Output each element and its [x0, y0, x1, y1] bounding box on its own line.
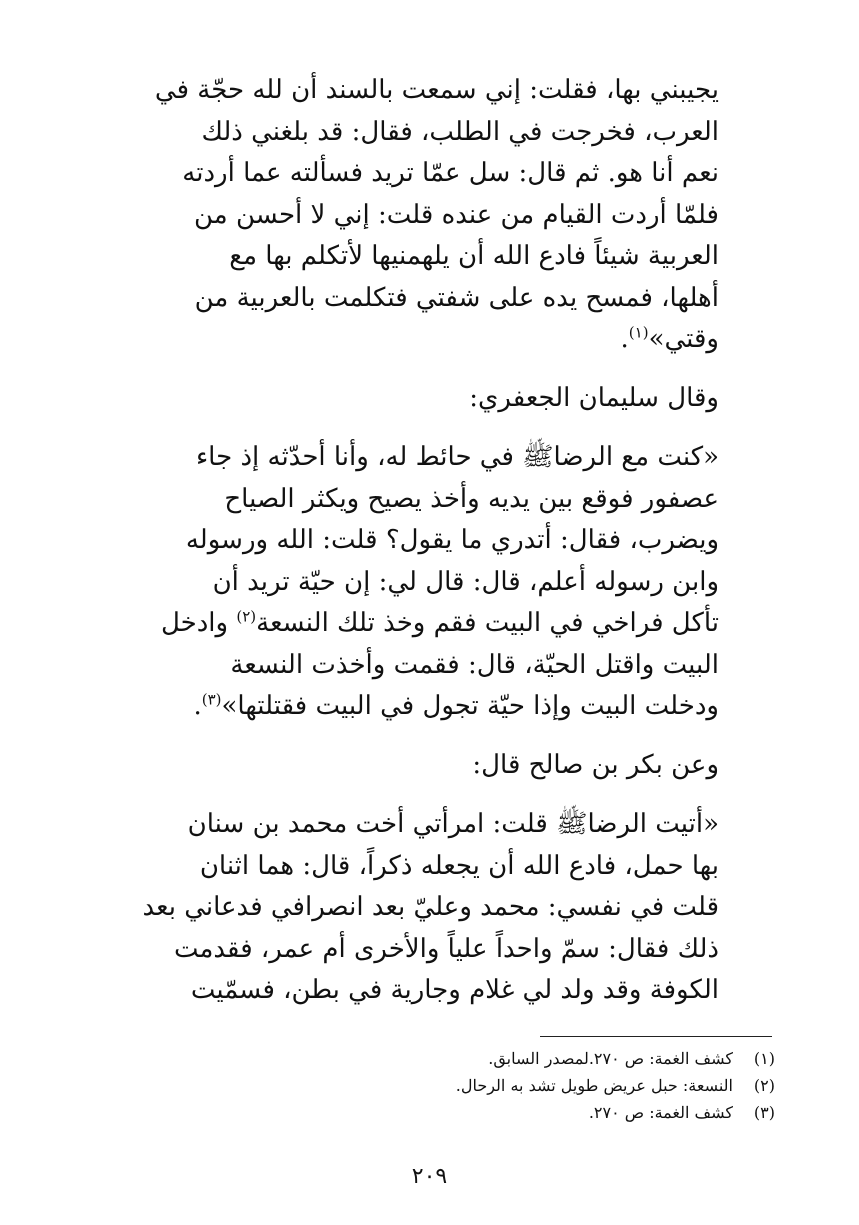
footnote-text: النسعة: حبل عريض طويل تشد به الرحال.	[455, 1076, 733, 1095]
footnotes	[215, 1045, 775, 1126]
footnote-number: (١)	[753, 1049, 775, 1068]
speaker-heading-1: وقال سليمان الجعفري:	[469, 383, 719, 413]
text-line: الكوفة وقد ولد لي غلام وجارية في بطن، فسمّيت	[190, 975, 719, 1005]
text-line: بها حمل، فادع الله أن يجعله ذكراً، قال: هما اثنان	[199, 850, 719, 881]
text-line-last	[79, 319, 719, 361]
text-line: فلمّا أردت القيام من عنده قلت: إني لا أحسن من	[193, 199, 719, 230]
text-fragment: وادخل	[160, 608, 237, 638]
footnote-number: (٢)	[753, 1076, 775, 1095]
text-line: نعم أنا هو. ثم قال: سل عمّا تريد فسألته عما أردته	[182, 158, 719, 188]
footnote-text: كشف الغمة: ص ٢٧٠.لمصدر السابق.	[488, 1049, 733, 1068]
footnote-text: كشف الغمة: ص ٢٧٠.	[588, 1103, 733, 1122]
footnote-ref: (٢)	[236, 607, 257, 626]
footnote-number: (٣)	[753, 1103, 775, 1122]
text-line: يجيبني بها، فقلت: إني سمعت بالسند أن لله حجّة في	[154, 75, 719, 105]
speaker-heading-2: وعن بكر بن صالح قال:	[472, 750, 719, 780]
paragraph-1	[79, 70, 719, 361]
text-line-last	[79, 686, 719, 728]
paragraph-3	[79, 804, 719, 1012]
text-fragment: تأكل فراخي في البيت فقم وخذ تلك النسعة	[256, 608, 719, 638]
text-line: قلت في نفسي: محمد وعليّ بعد انصرافي فدعاني بعد	[142, 892, 719, 922]
paragraph-2	[79, 437, 719, 728]
footnote-ref: (١)	[628, 323, 649, 342]
footnote-3	[215, 1099, 775, 1126]
period: .	[193, 691, 202, 721]
text-line: ويضرب، فقال: أتدري ما يقول؟ قلت: الله ورسوله	[185, 525, 719, 555]
text-line: أهلها، فمسح يده على شفتي فتكلمت بالعربية من	[194, 282, 719, 313]
text-fragment: ودخلت البيت وإذا حيّة تجول في البيت فقتلتها»	[221, 691, 719, 721]
text-line: ذلك فقال: سمّ واحداً علياً والأخرى أم عمر، فقدمت	[173, 933, 719, 964]
text-line: «أتيت الرضاﷺ قلت: امرأتي أخت محمد بن سنان	[187, 809, 719, 839]
page-number: ٢٠٩	[411, 1164, 448, 1189]
footnote-separator	[540, 1036, 772, 1037]
text-line: العرب، فخرجت في الطلب، فقال: قد بلغني ذلك	[201, 116, 719, 147]
footnote-1	[215, 1045, 775, 1072]
period: .	[620, 324, 629, 354]
text-line: «كنت مع الرضاﷺ في حائط له، وأنا أحدّثه إذ جاء	[195, 442, 719, 472]
text-line: العربية شيئاً فادع الله أن يلهمنيها لأتكلم بها مع	[229, 241, 719, 271]
text-line: عصفور فوقع بين يديه وأخذ يصيح ويكثر الصياح	[224, 483, 719, 514]
footnote-ref: (٣)	[201, 690, 222, 709]
text-line	[79, 603, 719, 645]
text-fragment: وقتي»	[648, 324, 719, 354]
footnote-2	[215, 1072, 775, 1099]
text-line: وابن رسوله أعلم، قال: قال لي: إن حيّة تريد أن	[212, 566, 719, 597]
text-line: البيت واقتل الحيّة، قال: فقمت وأخذت النسعة	[230, 649, 719, 680]
